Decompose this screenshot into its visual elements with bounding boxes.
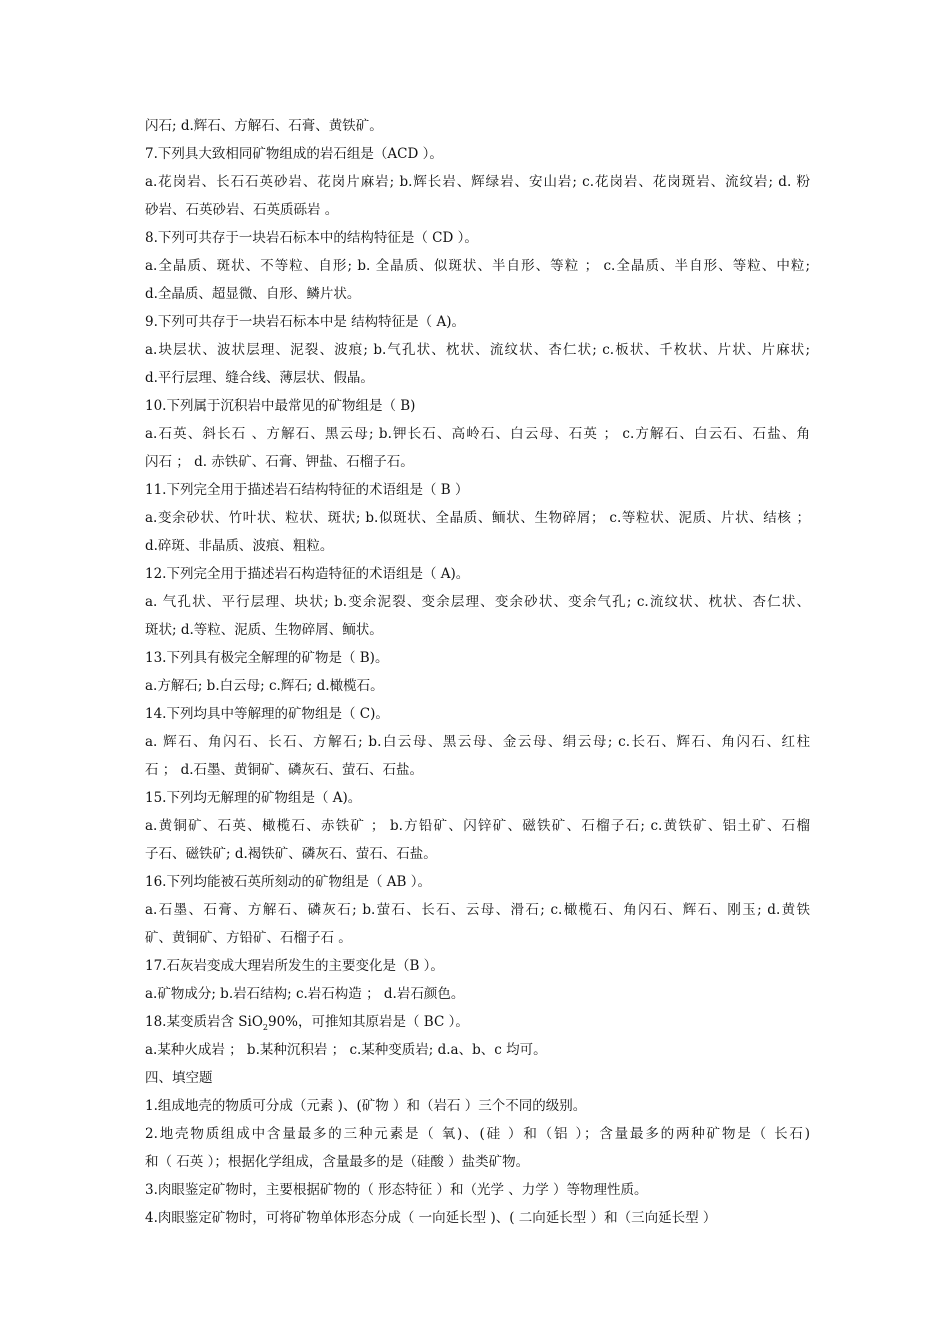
text-line: a.变余砂状、竹叶状、粒状、斑状; b.似斑状、全晶质、鲕状、生物碎屑； c.等粒状、泥质、片状、结核 ； bbox=[145, 510, 810, 526]
question-8: 8.下列可共存于一块岩石标本中的结构特征是（ CD ）。 bbox=[145, 230, 478, 246]
text-line: 砂岩、石英砂岩、石英质砾岩 。 bbox=[145, 202, 339, 218]
text-line: a. 辉石、角闪石、长石、方解石; b.白云母、黑云母、金云母、绢云母; c.长石、辉石、角闪石、红柱 bbox=[145, 734, 810, 750]
text-line: 和（ 石英 ）；根据化学组成，含量最多的是（硅酸 ）盐类矿物。 bbox=[145, 1154, 530, 1170]
fill-question-1: 1.组成地壳的物质可分成（元素 )、(矿物 ）和（岩石 ）三个不同的级别。 bbox=[145, 1098, 587, 1114]
fill-question-2: 2.地壳物质组成中含量最多的三种元素是（ 氧)、(硅 ）和（铝 ）；含量最多的两种矿物是（ 长石) bbox=[145, 1126, 810, 1142]
question-10: 10.下列属于沉积岩中最常见的矿物组是（ B) bbox=[145, 398, 416, 414]
question-13: 13.下列具有极完全解理的矿物是（ B)。 bbox=[145, 650, 389, 666]
text-line: 闪石; d.辉石、方解石、石膏、黄铁矿。 bbox=[145, 118, 383, 134]
text-line: a. 气孔状、平行层理、块状; b.变余泥裂、变余层理、变余砂状、变余气孔; c.流纹状、枕状、杏仁状、 bbox=[145, 594, 810, 610]
text-line: a.矿物成分; b.岩石结构; c.岩石构造 ； d.岩石颜色。 bbox=[145, 986, 465, 1002]
text-line: d.平行层理、缝合线、薄层状、假晶。 bbox=[145, 370, 374, 386]
q18-suffix: 90%，可推知其原岩是（ BC ）。 bbox=[268, 1014, 469, 1030]
text-line: a.石墨、石膏、方解石、磷灰石; b.萤石、长石、云母、滑石; c.橄榄石、角闪石、辉石、刚玉; d.黄铁 bbox=[145, 902, 810, 918]
fill-question-3: 3.肉眼鉴定矿物时，主要根据矿物的（ 形态特征 ）和（光学 、力学 ）等物理性质。 bbox=[145, 1182, 648, 1198]
question-11: 11.下列完全用于描述岩石结构特征的术语组是（ B ） bbox=[145, 482, 469, 498]
text-line: a.方解石; b.白云母; c.辉石; d.橄榄石。 bbox=[145, 678, 384, 694]
text-line: 子石、磁铁矿; d.褐铁矿、磷灰石、萤石、石盐。 bbox=[145, 846, 437, 862]
question-7: 7.下列具大致相同矿物组成的岩石组是（ACD ）。 bbox=[145, 146, 443, 162]
fill-question-4: 4.肉眼鉴定矿物时，可将矿物单体形态分成（ 一向延长型 )、( 二向延长型 ）和（三向延长型 ） bbox=[145, 1210, 717, 1226]
text-line: a.某种火成岩 ； b.某种沉积岩 ； c.某种变质岩; d.a、b、c 均可。 bbox=[145, 1042, 547, 1058]
text-line: a.全晶质、斑状、不等粒、自形; b. 全晶质、似斑状、半自形、等粒 ； c.全晶质、半自形、等粒、中粒; bbox=[145, 258, 810, 274]
text-line: 石 ； d.石墨、黄铜矿、磷灰石、萤石、石盐。 bbox=[145, 762, 424, 778]
question-15: 15.下列均无解理的矿物组是（ A)。 bbox=[145, 790, 362, 806]
text-line: 矿、黄铜矿、方铅矿、石榴子石 。 bbox=[145, 930, 352, 946]
text-line: 闪石 ； d. 赤铁矿、石膏、钾盐、石榴子石。 bbox=[145, 454, 414, 470]
text-line: 斑状; d.等粒、泥质、生物碎屑、鲕状。 bbox=[145, 622, 383, 638]
text-line: d.全晶质、超显微、自形、鳞片状。 bbox=[145, 286, 361, 302]
question-16: 16.下列均能被石英所刻动的矿物组是（ AB ）。 bbox=[145, 874, 431, 890]
question-18 bbox=[145, 1011, 810, 1033]
text-line: a.块层状、波状层理、泥裂、波痕; b.气孔状、枕状、流纹状、杏仁状; c.板状、千枚状、片状、片麻状; bbox=[145, 342, 810, 358]
text-line: a.花岗岩、长石石英砂岩、花岗片麻岩; b.辉长岩、辉绿岩、安山岩; c.花岗岩、花岗斑岩、流纹岩; d. 粉 bbox=[145, 174, 810, 190]
text-line: a.石英、斜长石 、方解石、黑云母; b.钾长石、高岭石、白云母、石英 ； c.方解石、白云石、石盐、角 bbox=[145, 426, 810, 442]
q18-prefix: 18.某变质岩含 SiO bbox=[145, 1014, 263, 1030]
question-9: 9.下列可共存于一块岩石标本中是 结构特征是（ A)。 bbox=[145, 314, 465, 330]
question-17: 17.石灰岩变成大理岩所发生的主要变化是（B ）。 bbox=[145, 958, 444, 974]
text-line: a.黄铜矿、石英、橄榄石、赤铁矿 ； b.方铅矿、闪锌矿、磁铁矿、石榴子石; c.黄铁矿、铝土矿、石榴 bbox=[145, 818, 810, 834]
section-heading: 四、填空题 bbox=[145, 1070, 213, 1086]
question-14: 14.下列均具中等解理的矿物组是（ C)。 bbox=[145, 706, 389, 722]
text-line: d.碎斑、非晶质、波痕、粗粒。 bbox=[145, 538, 334, 554]
question-12: 12.下列完全用于描述岩石构造特征的术语组是（ A)。 bbox=[145, 566, 470, 582]
q18-subscript: 2 bbox=[262, 1023, 268, 1032]
